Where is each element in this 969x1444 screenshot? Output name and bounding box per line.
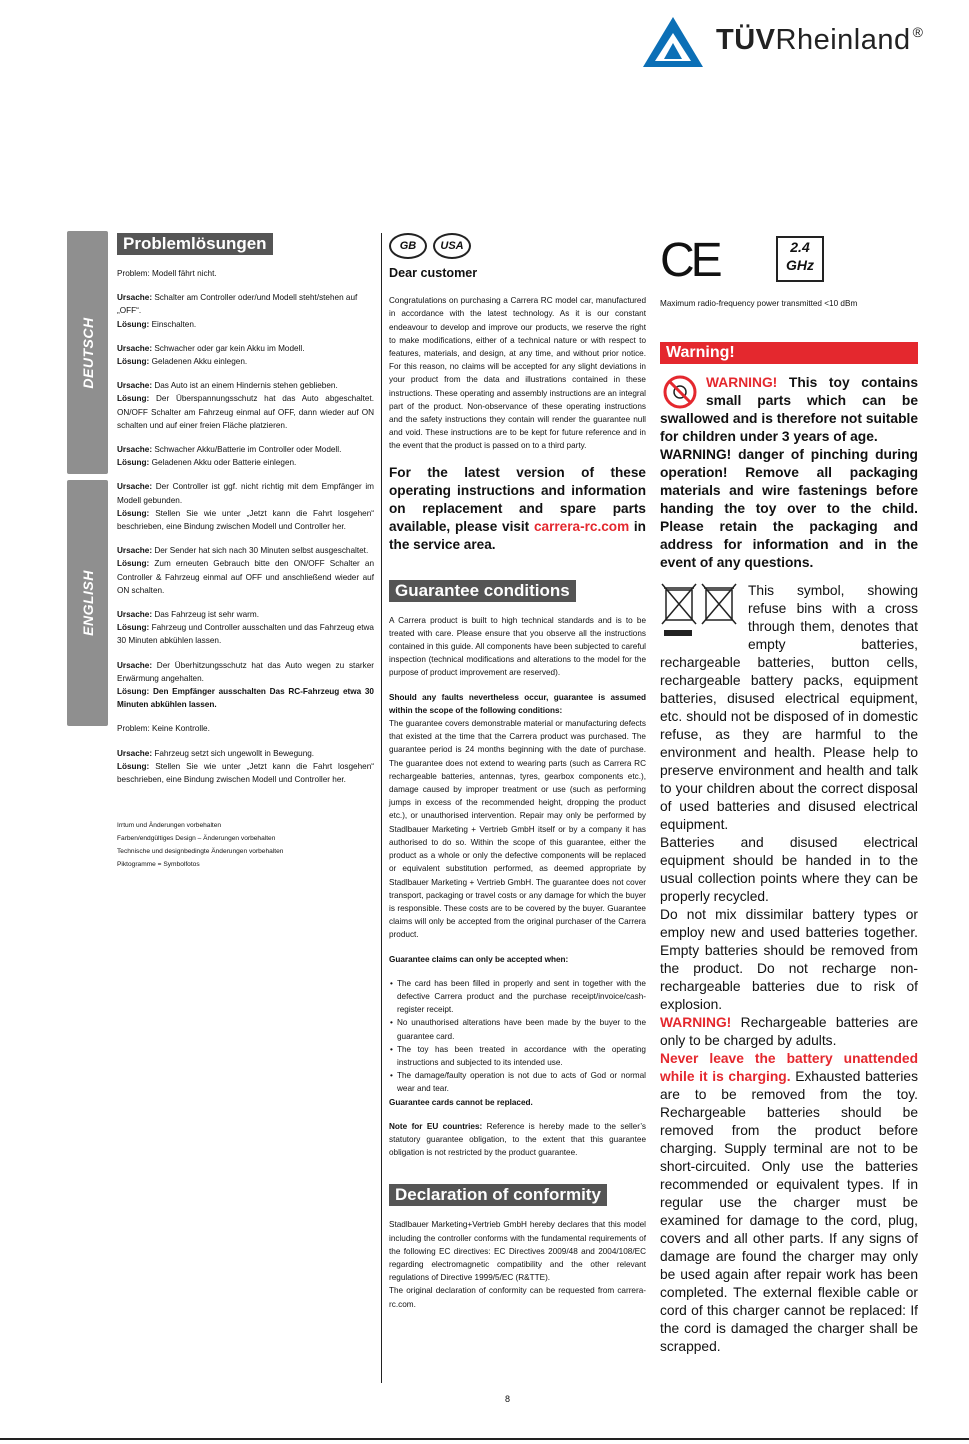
unattended-warning: Never leave the battery unattended while it is charging. (660, 1051, 918, 1085)
ghz-badge-icon (776, 236, 824, 282)
disposal-text: This symbol, showing refuse bins with a cross through them, denotes that empty batteries, rechargeable batteries, button cells, rechargeable battery packs, equipment batteries, disused electrical equipment, etc. should not be disposed of in domestic refuse, as they are harmful to the environment and health. Please help to preserve environment and health and talk to your children about the correct disposal of used batteries and disused electrical equipment. (660, 583, 918, 833)
cause-paragraph (117, 342, 374, 368)
solution-label: Lösung: (117, 458, 150, 468)
claims-bold: Guarantee claims can only be accepted when: (389, 954, 569, 964)
solution-label: Lösung: (117, 623, 150, 633)
list-item: • The card has been filled in properly and sent in together with the defective Carrera product and the purchase receipt/invoice/cash-register receipt. (397, 977, 646, 1017)
list-item: • The toy has been treated in accordance with the operating instructions and subjected to its intended use. (397, 1043, 646, 1069)
solution-text: Der Überspannungsschutz hat das Auto abgeschaltet. ON/OFF Schalter am Fahrzeug einmal auf OFF, dann wieder auf ON schalten und auf einer freien Fläche platzieren. (117, 394, 374, 430)
disclaimer-line: Irrtum und Änderungen vorbehalten (117, 822, 222, 830)
greeting-heading: Dear customer (389, 266, 478, 280)
warning-heading: Warning! (660, 342, 918, 364)
cause-text: Schalter am Controller oder/und Modell steht/stehen auf „OFF“. (117, 293, 358, 316)
latest-text: For the latest version of these operating instructions and information on replacement and spare parts available, please visit (389, 464, 646, 534)
cause-paragraph (117, 379, 374, 432)
solution-label: Lösung: (117, 319, 150, 329)
cause-label: Ursache: (117, 546, 153, 556)
small-parts-warning-icon (660, 374, 700, 410)
cause-label: Ursache: (117, 482, 153, 492)
ghz-unit: GHz (786, 257, 814, 273)
latest-version-notice (389, 464, 646, 554)
eu-note-bold: Note for EU countries: (389, 1121, 483, 1131)
guarantee-claims (389, 953, 646, 966)
cause-label: Ursache: (117, 610, 153, 620)
charger-text: Exhausted batteries are to be removed from the toy. Rechargeable batteries should be removed from the product before charging. Supply terminal are not to be short-circuited. Only use the batteries recommended or equivalent types. If in regular use the charger must be examined for damage to the cord, plug, covers and all other parts. If any signs of damage are found the charger may only be used again after repair work has been completed. The external flexible cable or cord of this charger cannot be replaced: If the cord is damaged the charger shall be scrapped. (660, 1069, 918, 1355)
solution-text: Stellen Sie wie unter „Jetzt kann die Fahrt losgehen“ beschrieben, eine Bindung zwischen Modell und Controller her. (117, 761, 374, 785)
sidebar-label-deutsch: DEUTSCH (79, 316, 96, 389)
solution-label: Lösung: (117, 687, 150, 697)
pinching-warning: WARNING! danger of pinching during operation! Remove all packaging materials and wire fastenings before handing the toy over to the child. Please retain the packaging and address for information and in the event of any questions. (660, 447, 918, 571)
cause-label: Ursache: (117, 748, 153, 758)
cause-paragraph (117, 659, 374, 712)
cause-paragraph (117, 291, 374, 331)
solution-text: Stellen Sie wie unter „Jetzt kann die Fahrt losgehen“ beschrieben, eine Bindung zwischen Modell und Controller her. (117, 508, 374, 532)
rf-power-note: Maximum radio-frequency power transmitted <10 dBm (660, 299, 858, 308)
warning-text (660, 374, 918, 1356)
list-item: • No unauthorised alterations have been made by the buyer to the guarantee card. (397, 1016, 646, 1042)
disclaimer-line: Technische und designbedingte Änderungen vorbehalten (117, 848, 284, 856)
declaration-paragraph: The original declaration of conformity can be requested from carrera-rc.com. (389, 1286, 646, 1309)
cause-text: Der Controller ist ggf. nicht richtig mit dem Empfänger im Modell gebunden. (117, 482, 374, 505)
cause-text: Schwacher oder gar kein Akku im Modell. (152, 343, 305, 353)
logo-wordmark (716, 24, 923, 57)
eu-note (389, 1120, 646, 1160)
certification-marks (660, 233, 918, 285)
charging-warning-label: WARNING! (660, 1015, 732, 1031)
charging-text: Rechargeable batteries are only to be charged by adults. (660, 1015, 918, 1049)
tuv-triangle-icon (640, 14, 706, 70)
cards-note: Guarantee cards cannot be replaced. (389, 1097, 533, 1107)
cause-label: Ursache: (117, 343, 153, 353)
language-flags (389, 233, 646, 261)
troubleshooting-heading: Problemlösungen (117, 233, 273, 255)
tuv-rheinland-logo (640, 14, 960, 74)
problem-paragraph: Problem: Keine Kontrolle. (117, 724, 210, 734)
column-divider (381, 233, 382, 1383)
solution-label: Lösung: (117, 357, 150, 367)
cause-label: Ursache: (117, 445, 153, 455)
warnings-column (660, 233, 918, 1356)
solution-text: Geladenen Akku einlegen. (149, 357, 248, 367)
disclaimer-line: Farben/endgültiges Design – Änderungen vorbehalten (117, 835, 276, 843)
solution-text: Zum erneuten Gebrauch bitte den ON/OFF Schalter an Controller & Fahrzeug einmal auf OFF und anschließend wieder auf ON schalten. (117, 559, 374, 595)
solution-text: Geladenen Akku oder Batterie einlegen. (149, 458, 297, 468)
list-item: • The damage/faulty operation is not due to acts of God or normal wear and tear. (397, 1069, 646, 1095)
warning-body: This toy contains small parts which can be swallowed and is therefore not suitable for children under 3 years of age. (660, 375, 918, 445)
disclaimer-line: Piktogramme = Symbolfotos (117, 861, 200, 869)
declaration-paragraph: Stadlbauer Marketing+Vertrieb GmbH hereby declares that this model including the controller conforms with the fundamental requirements of the following EC directives: EC Directives 2009/48 and 2004/108/EC regarding electromagnetic compatibility and the other relevant regulations of Directive 1999/5/EC (R&TTE). (389, 1220, 646, 1283)
guarantee-heading: Guarantee conditions (389, 580, 576, 602)
website-link[interactable]: carrera-rc.com (533, 518, 630, 534)
sidebar-label-english: ENGLISH (79, 570, 96, 636)
page-number: 8 (505, 1394, 511, 1404)
battery-mix-text: Do not mix dissimilar battery types or employ new and used batteries together. Empty batteries should be removed from the product. Do not recharge non-rechargeable batteries due to risk of explosion. (660, 907, 918, 1013)
guarantee-text: The guarantee covers demonstrable material or manufacturing defects that existed at the time that the Carrera product was purchased. The guarantee period is 24 months beginning with the date of purchase. The guarantee does not extend to wearing parts (such as Carrera RC rechargeable batteries, antennas, tyres, gearbox components etc.), damage caused by improper treatment or use (such as performing jumps in excess of the recommended height, dropping the product etc.), or unauthorised intervention. Repair may only be performed by Stadlbauer Marketing + Vertrieb GmbH itself or by a company it has authorised to do so. Within the scope of this guarantee, either the product as a whole or only the defective components will be replaced or equivalent substitution performed, as deemed appropriate by Stadlbauer Marketing + Vertrieb GmbH. The guarantee does not cover transport, packaging or travel costs or any damage for which the buyer is responsible. These costs are to be covered by the buyer. Guarantee claims will only be accepted from the original purchaser of the Carrera product. (389, 719, 646, 940)
solution-label: Lösung: (117, 508, 150, 518)
solution-text: Fahrzeug und Controller ausschalten und das Fahrzeug etwa 30 Minuten abkühlen lassen. (117, 623, 374, 646)
gb-flag-icon: GB (389, 233, 427, 259)
eu-note-text: Reference is hereby made to the seller’s statutory guarantee obligation, to the extent that this guarantee obligation is not restricted by the product guarantee. (389, 1121, 646, 1158)
sidebar-tab-deutsch (67, 231, 108, 474)
usa-flag-icon: USA (433, 233, 471, 259)
sidebar-tab-english (67, 480, 108, 726)
cause-paragraph (117, 608, 374, 648)
problem-paragraph: Problem: Modell fährt nicht. (117, 269, 217, 278)
guarantee-paragraph: A Carrera product is built to high technical standards and is to be treated with care. Please ensure that you observe all the instructions contained in this guide. All components have been subjected to careful inspection (technical modifications and alterations to the model for the purpose of product improvement are reserved). (389, 615, 646, 678)
solution-label: Lösung: (117, 761, 150, 771)
logo-registered: ® (912, 24, 924, 40)
cause-text: Der Überhitzungsschutz hat das Auto wegen zu starker Erwärmung angehalten. (117, 660, 374, 683)
cause-paragraph (117, 747, 374, 787)
cause-text: Der Sender hat sich nach 30 Minuten selbst ausgeschaltet. (152, 546, 369, 556)
guarantee-bold: Should any faults nevertheless occur, guarantee is assumed within the scope of the following conditions: (389, 692, 646, 715)
cause-paragraph (117, 544, 374, 597)
cause-text: Das Auto ist an einem Hindernis stehen geblieben. (152, 381, 338, 391)
solution-text: Einschalten. (149, 319, 197, 329)
crossed-bin-icons (660, 582, 744, 644)
recycle-text: Batteries and disused electrical equipment should be handed in to the usual collection points where they can be properly recycled. (660, 835, 918, 905)
cause-text: Das Fahrzeug ist sehr warm. (152, 610, 259, 620)
intro-paragraph: Congratulations on purchasing a Carrera RC model car, manufactured in accordance with the latest technology. As it is our constant endeavour to develop and improve our products, we reserve the right to make modifications, either of a technical nature or with respect to features, materials, and design, at any time, and without prior notice. For this reason, no claims will be accepted for any slight deviations in your product from the data and illustrations contained in these instructions. These operating and assembly instructions are an integral part of the product. Non-observance of these operating instructions and the safety instructions they contain will render the guarantee null and void. These instructions are to be kept for future reference and in the event that the product is passed on to a third party. (389, 296, 646, 451)
solution-label: Lösung: (117, 394, 150, 404)
ghz-value: 2.4 (790, 239, 810, 255)
declaration-heading: Declaration of conformity (389, 1184, 607, 1206)
ce-mark-icon: CE (660, 234, 719, 287)
claims-list (389, 977, 646, 1096)
cause-label: Ursache: (117, 293, 153, 303)
logo-rheinland: Rheinland (775, 24, 911, 56)
logo-tuv: TÜV (716, 24, 776, 56)
cause-paragraph (117, 480, 374, 533)
cause-text: Fahrzeug setzt sich ungewollt in Bewegung. (152, 748, 315, 758)
solution-text: Den Empfänger ausschalten Das RC-Fahrzeug etwa 30 Minuten abkühlen lassen. (117, 687, 374, 710)
cause-label: Ursache: (117, 660, 153, 670)
warning-red-label: WARNING! (706, 375, 778, 391)
latest-text-end: in the service area. (389, 518, 646, 552)
bottom-rule (0, 1438, 969, 1440)
cause-paragraph (117, 443, 374, 469)
cause-text: Schwacher Akku/Batterie im Controller oder Modell. (152, 445, 342, 455)
troubleshooting-column (117, 233, 374, 871)
cause-label: Ursache: (117, 381, 153, 391)
solution-label: Lösung: (117, 559, 150, 569)
english-column (389, 233, 646, 1322)
guarantee-paragraph (389, 691, 646, 942)
